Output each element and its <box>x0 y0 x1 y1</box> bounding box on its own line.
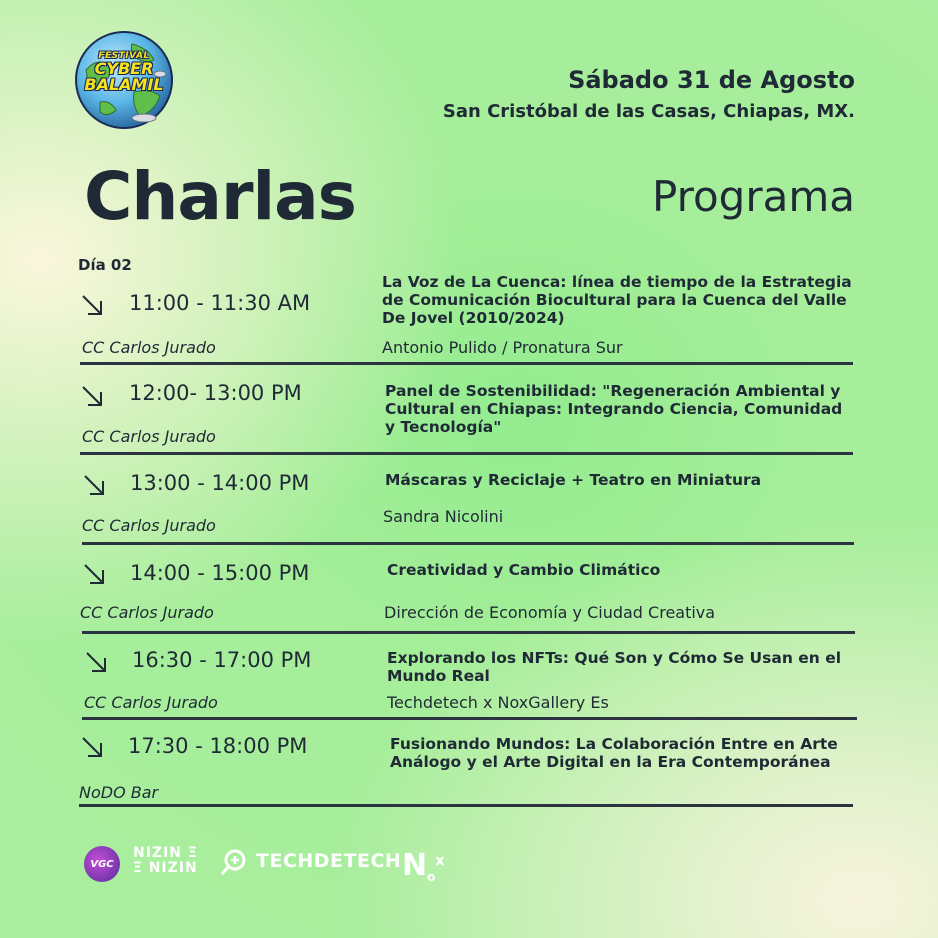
session-venue: CC Carlos Jurado <box>82 427 216 446</box>
separator <box>80 452 853 455</box>
techdetech-logo-icon <box>218 846 252 876</box>
session-talk: La Voz de La Cuenca: línea de tiempo de la Estrategia de Comunicación Biocultural para la Cuenca del Valle De Jovel (2010/2024) <box>382 273 852 327</box>
arrow-down-right-icon <box>80 293 104 317</box>
vgc-logo <box>84 846 120 882</box>
session-venue: NoDO Bar <box>79 783 159 802</box>
logo-big-text-1: CYBER <box>94 59 154 78</box>
nox-logo-o: o <box>427 870 436 884</box>
separator <box>82 717 857 720</box>
session-talk: Panel de Sostenibilidad: "Regeneración Ambiental y Cultural en Chiapas: Integrando Ciencia, Comunidad y Tecnología" <box>385 382 843 436</box>
arrow-down-right-icon <box>80 384 104 408</box>
event-date: Sábado 31 de Agosto <box>568 66 855 94</box>
vgc-logo-text: VGC <box>90 858 114 870</box>
day-label: Día 02 <box>78 256 132 274</box>
nox-logo-n: N <box>402 848 428 883</box>
nizin-logo-line-2: Ξ NIZIN <box>133 860 198 876</box>
separator <box>80 362 853 365</box>
session-talk: Máscaras y Reciclaje + Teatro en Miniatura <box>385 471 762 489</box>
separator <box>79 804 853 807</box>
session-time: 14:00 - 15:00 PM <box>130 561 310 585</box>
session-talk: Creatividad y Cambio Climático <box>387 561 661 579</box>
separator <box>82 542 854 545</box>
techdetech-logo-text: TECHDETECH <box>256 850 402 872</box>
arrow-down-right-icon <box>84 650 108 674</box>
logo-small-text: FESTIVAL <box>98 51 150 61</box>
session-venue: CC Carlos Jurado <box>82 516 216 535</box>
page-subtitle: Programa <box>652 172 855 221</box>
session-speaker: Techdetech x NoxGallery Es <box>387 693 609 712</box>
nox-logo <box>402 848 444 883</box>
session-time: 13:00 - 14:00 PM <box>130 471 310 495</box>
session-talk: Explorando los NFTs: Qué Son y Cómo Se Usan en el Mundo Real <box>387 649 842 685</box>
arrow-down-right-icon <box>80 735 104 759</box>
session-venue: CC Carlos Jurado <box>80 603 214 622</box>
session-venue: CC Carlos Jurado <box>82 338 216 357</box>
separator <box>82 631 855 634</box>
session-time: 11:00 - 11:30 AM <box>129 291 311 315</box>
session-venue: CC Carlos Jurado <box>84 693 218 712</box>
session-time: 12:00- 13:00 PM <box>129 381 302 405</box>
logo-big-text-2: BALAMIL <box>84 75 164 94</box>
arrow-down-right-icon <box>82 562 106 586</box>
nizin-logo <box>133 846 213 876</box>
session-speaker: Antonio Pulido / Pronatura Sur <box>382 338 623 357</box>
session-time: 17:30 - 18:00 PM <box>128 734 308 758</box>
session-speaker: Dirección de Economía y Ciudad Creativa <box>384 603 716 622</box>
arrow-down-right-icon <box>82 473 106 497</box>
nox-logo-x: x <box>435 853 445 869</box>
session-time: 16:30 - 17:00 PM <box>132 648 312 672</box>
session-talk: Fusionando Mundos: La Colaboración Entre en Arte Análogo y el Arte Digital en la Era Contemporánea <box>390 735 838 771</box>
event-place: San Cristóbal de las Casas, Chiapas, MX. <box>442 101 855 122</box>
nizin-logo-line-1: NIZIN Ξ <box>133 845 198 861</box>
logo-wordmark <box>74 52 174 93</box>
page-title: Charlas <box>84 158 356 235</box>
session-speaker: Sandra Nicolini <box>383 507 504 526</box>
